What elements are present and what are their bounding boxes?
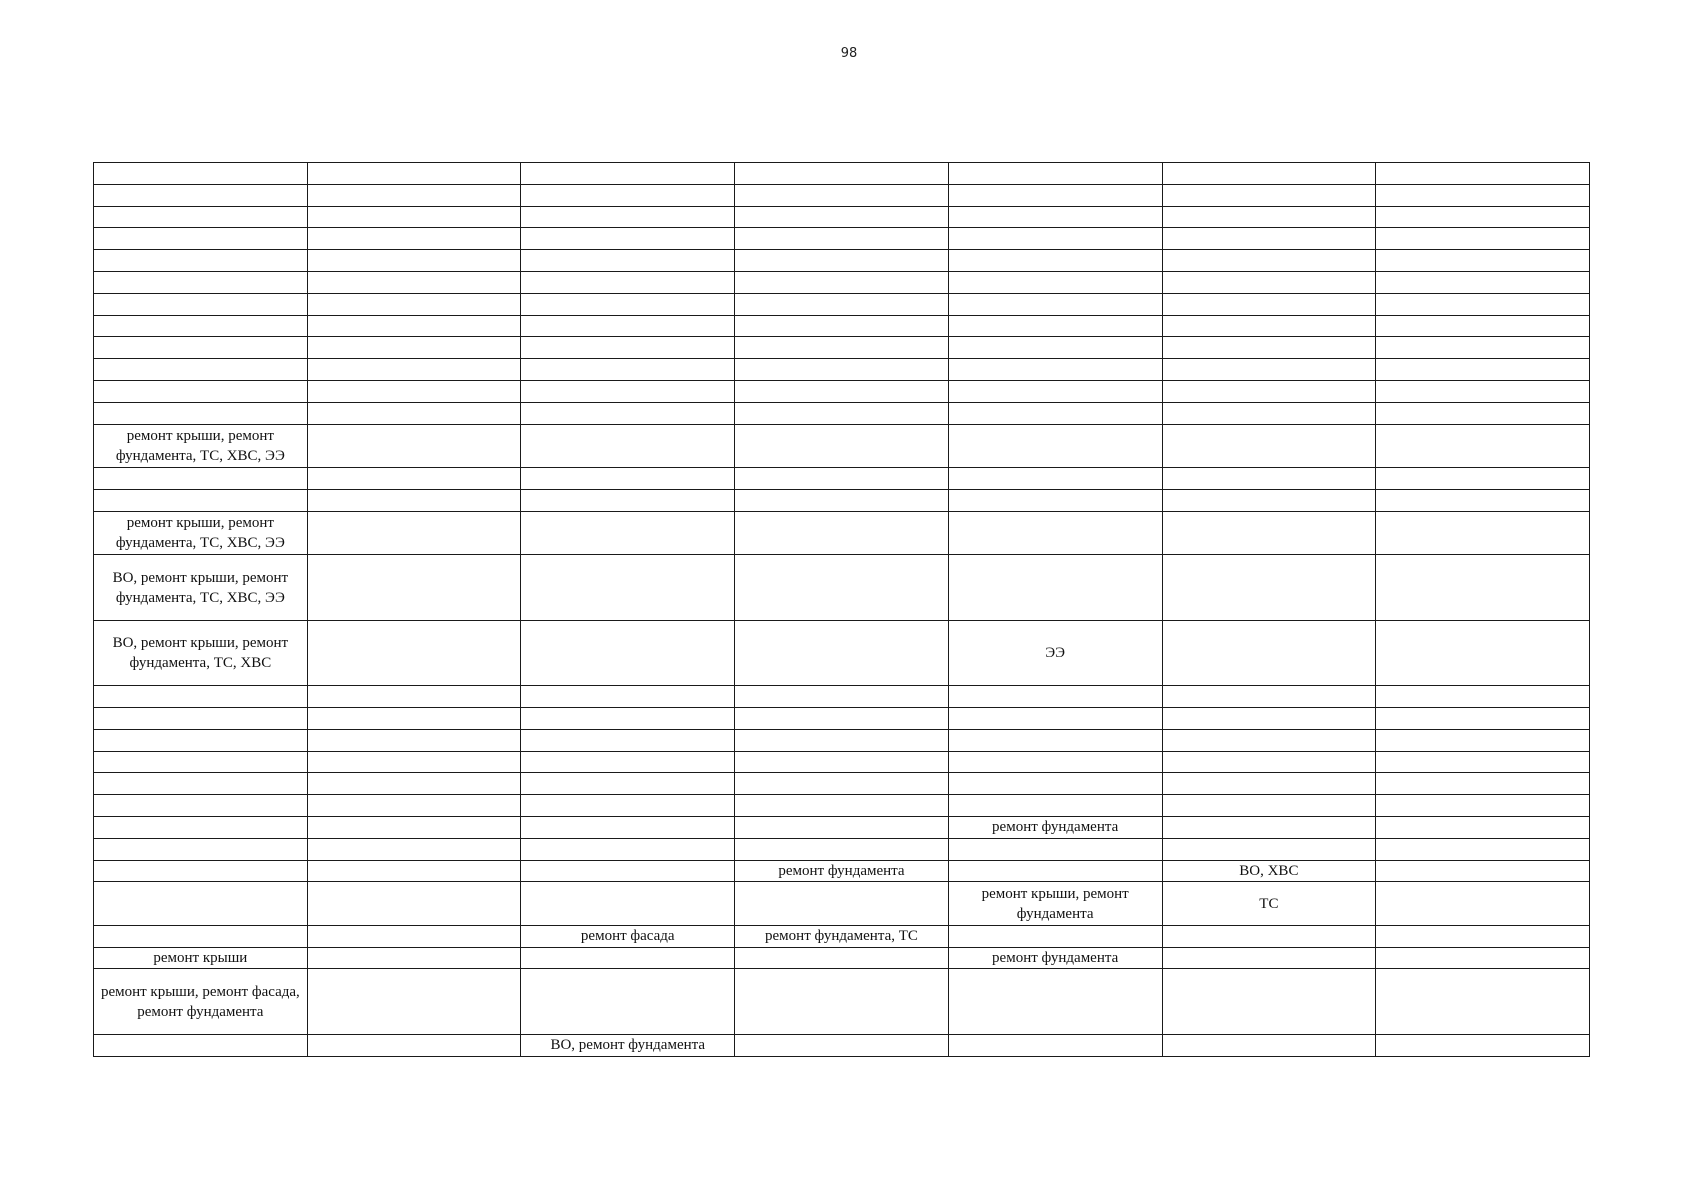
table-cell xyxy=(735,468,949,490)
table-cell: ЭЭ xyxy=(948,620,1162,685)
table-cell xyxy=(94,1034,308,1056)
table-cell xyxy=(307,620,521,685)
table-cell: ремонт крыши, ремонт фундамента xyxy=(948,882,1162,926)
table-cell xyxy=(948,795,1162,817)
table-cell xyxy=(1376,773,1590,795)
table-cell xyxy=(1162,795,1376,817)
table-cell xyxy=(521,816,735,838)
table-cell: ВО, ремонт крыши, ремонт фундамента, ТС, ХВС, ЭЭ xyxy=(94,555,308,620)
table-cell xyxy=(735,402,949,424)
table-cell xyxy=(1162,184,1376,206)
table-row xyxy=(94,882,1590,926)
table-cell xyxy=(1376,1034,1590,1056)
table-cell xyxy=(307,315,521,337)
table-cell xyxy=(1376,271,1590,293)
table-cell xyxy=(1162,969,1376,1034)
table-cell: ремонт крыши, ремонт фундамента, ТС, ХВС, ЭЭ xyxy=(94,511,308,555)
table-row xyxy=(94,773,1590,795)
table-cell xyxy=(735,271,949,293)
table-cell xyxy=(1162,751,1376,773)
table-cell xyxy=(94,860,308,882)
table-cell xyxy=(1162,163,1376,185)
table-cell xyxy=(1376,838,1590,860)
table-cell xyxy=(94,686,308,708)
table-cell xyxy=(735,620,949,685)
table-cell xyxy=(521,489,735,511)
table-row xyxy=(94,489,1590,511)
table-cell xyxy=(1376,489,1590,511)
table-cell xyxy=(1162,424,1376,468)
table-cell xyxy=(521,947,735,969)
table-cell xyxy=(521,795,735,817)
table-cell xyxy=(94,337,308,359)
table-cell xyxy=(1162,337,1376,359)
table-cell: ВО, ремонт фундамента xyxy=(521,1034,735,1056)
table-cell xyxy=(735,969,949,1034)
table-cell xyxy=(94,751,308,773)
table-cell xyxy=(948,250,1162,272)
table-cell xyxy=(735,707,949,729)
page-number: 98 xyxy=(840,46,858,61)
table-cell xyxy=(307,795,521,817)
table-cell xyxy=(1376,751,1590,773)
table-cell xyxy=(307,838,521,860)
table-cell xyxy=(1376,707,1590,729)
table-row xyxy=(94,947,1590,969)
table-cell xyxy=(94,184,308,206)
table-cell xyxy=(1162,773,1376,795)
table-cell xyxy=(521,882,735,926)
table-cell xyxy=(735,163,949,185)
table-cell xyxy=(521,402,735,424)
table-body xyxy=(94,163,1590,1057)
table-cell xyxy=(1376,620,1590,685)
table-cell xyxy=(735,424,949,468)
table-cell xyxy=(307,1034,521,1056)
table-cell xyxy=(1376,424,1590,468)
table-row xyxy=(94,555,1590,620)
table-row xyxy=(94,250,1590,272)
table-cell: ремонт крыши, ремонт фундамента, ТС, ХВС, ЭЭ xyxy=(94,424,308,468)
table-cell xyxy=(948,359,1162,381)
table-cell xyxy=(521,969,735,1034)
table-cell: ремонт крыши, ремонт фасада, ремонт фундамента xyxy=(94,969,308,1034)
table-cell xyxy=(307,925,521,947)
table-cell xyxy=(94,838,308,860)
data-table xyxy=(93,162,1590,1057)
table-cell xyxy=(735,729,949,751)
table-cell xyxy=(1162,250,1376,272)
table-cell: ВО, ремонт крыши, ремонт фундамента, ТС, ХВС xyxy=(94,620,308,685)
table-cell xyxy=(94,707,308,729)
table-row xyxy=(94,620,1590,685)
table-cell xyxy=(94,228,308,250)
table-cell: ремонт крыши xyxy=(94,947,308,969)
table-row xyxy=(94,925,1590,947)
table-row xyxy=(94,1034,1590,1056)
table-cell xyxy=(1376,250,1590,272)
table-cell xyxy=(307,359,521,381)
table-row xyxy=(94,359,1590,381)
table-cell xyxy=(948,163,1162,185)
table-cell xyxy=(94,882,308,926)
table-cell xyxy=(948,707,1162,729)
table-cell xyxy=(94,271,308,293)
table-cell xyxy=(735,293,949,315)
table-cell xyxy=(948,468,1162,490)
table-cell xyxy=(735,773,949,795)
table-cell xyxy=(307,468,521,490)
table-cell xyxy=(735,206,949,228)
table-cell xyxy=(1162,489,1376,511)
table-row xyxy=(94,163,1590,185)
table-cell xyxy=(307,969,521,1034)
table-cell xyxy=(94,925,308,947)
table-row xyxy=(94,184,1590,206)
table-cell xyxy=(1162,947,1376,969)
table-cell xyxy=(948,228,1162,250)
table-cell xyxy=(1376,795,1590,817)
table-row xyxy=(94,402,1590,424)
table-cell xyxy=(521,228,735,250)
table-cell xyxy=(1376,293,1590,315)
table-cell xyxy=(94,315,308,337)
table-row xyxy=(94,686,1590,708)
table-cell xyxy=(521,707,735,729)
table-cell xyxy=(94,468,308,490)
table-cell xyxy=(1376,555,1590,620)
table-cell xyxy=(94,380,308,402)
table-cell xyxy=(521,315,735,337)
table-cell xyxy=(1376,816,1590,838)
table-cell xyxy=(948,424,1162,468)
table-cell xyxy=(307,489,521,511)
table-row xyxy=(94,795,1590,817)
table-cell xyxy=(307,206,521,228)
table-cell xyxy=(1376,925,1590,947)
table-cell xyxy=(521,359,735,381)
table-cell xyxy=(521,206,735,228)
table-cell xyxy=(1162,380,1376,402)
table-cell xyxy=(1162,228,1376,250)
table-row xyxy=(94,271,1590,293)
table-cell xyxy=(1376,686,1590,708)
table-cell xyxy=(948,838,1162,860)
table-cell xyxy=(735,838,949,860)
table-cell xyxy=(521,163,735,185)
table-row xyxy=(94,729,1590,751)
table-cell xyxy=(1376,402,1590,424)
table-cell xyxy=(1376,969,1590,1034)
table-cell xyxy=(521,729,735,751)
table-cell xyxy=(94,359,308,381)
table-cell xyxy=(1162,511,1376,555)
table-cell xyxy=(735,947,949,969)
table-cell xyxy=(948,686,1162,708)
table-cell xyxy=(1376,947,1590,969)
table-cell xyxy=(948,860,1162,882)
table-cell xyxy=(521,620,735,685)
table-cell xyxy=(735,795,949,817)
table-cell xyxy=(948,511,1162,555)
table-cell xyxy=(1376,184,1590,206)
table-cell xyxy=(94,816,308,838)
table-cell xyxy=(307,184,521,206)
table-cell: ТС xyxy=(1162,882,1376,926)
table-cell xyxy=(307,947,521,969)
table-cell xyxy=(307,816,521,838)
table-cell xyxy=(1162,555,1376,620)
table-cell xyxy=(1376,882,1590,926)
table-row xyxy=(94,315,1590,337)
table-cell xyxy=(735,489,949,511)
table-row xyxy=(94,228,1590,250)
table-cell xyxy=(1162,402,1376,424)
table-cell xyxy=(735,816,949,838)
table-cell xyxy=(307,729,521,751)
table-cell xyxy=(307,511,521,555)
table-cell: ВО, ХВС xyxy=(1162,860,1376,882)
table-cell xyxy=(735,1034,949,1056)
table-cell xyxy=(735,359,949,381)
table-cell xyxy=(948,489,1162,511)
table-cell xyxy=(735,555,949,620)
table-cell xyxy=(948,293,1162,315)
table-cell xyxy=(1376,206,1590,228)
table-cell xyxy=(1376,729,1590,751)
table-cell xyxy=(948,315,1162,337)
table-row xyxy=(94,860,1590,882)
table-cell xyxy=(307,882,521,926)
table-cell xyxy=(307,271,521,293)
table-cell xyxy=(948,1034,1162,1056)
table-row xyxy=(94,707,1590,729)
table-cell xyxy=(521,380,735,402)
table-cell xyxy=(94,250,308,272)
table-row xyxy=(94,380,1590,402)
table-cell xyxy=(307,860,521,882)
table-row xyxy=(94,969,1590,1034)
table-cell xyxy=(735,337,949,359)
table-cell xyxy=(1376,860,1590,882)
table-cell xyxy=(948,402,1162,424)
table-cell xyxy=(521,293,735,315)
table-cell: ремонт фундамента, ТС xyxy=(735,925,949,947)
table-row xyxy=(94,337,1590,359)
table-cell xyxy=(94,489,308,511)
table-cell xyxy=(307,402,521,424)
table-cell xyxy=(521,751,735,773)
table-cell xyxy=(948,206,1162,228)
table-cell xyxy=(735,250,949,272)
table-cell: ремонт фундамента xyxy=(948,816,1162,838)
table-cell xyxy=(1376,511,1590,555)
table-cell xyxy=(521,860,735,882)
table-cell xyxy=(1162,315,1376,337)
table-cell xyxy=(948,773,1162,795)
table-cell xyxy=(521,773,735,795)
table-cell xyxy=(307,228,521,250)
table-row xyxy=(94,838,1590,860)
table-cell xyxy=(948,555,1162,620)
table-cell xyxy=(1162,707,1376,729)
table-row xyxy=(94,816,1590,838)
table-cell xyxy=(948,729,1162,751)
table-cell xyxy=(307,686,521,708)
table-cell xyxy=(1162,206,1376,228)
table-cell xyxy=(1162,729,1376,751)
table-cell xyxy=(1162,468,1376,490)
table-row xyxy=(94,468,1590,490)
table-cell xyxy=(521,337,735,359)
table-cell xyxy=(735,315,949,337)
table-cell: ремонт фундамента xyxy=(735,860,949,882)
table-cell xyxy=(1162,271,1376,293)
table-cell xyxy=(307,555,521,620)
table-cell xyxy=(1376,359,1590,381)
table-cell xyxy=(1162,925,1376,947)
table-cell xyxy=(1162,1034,1376,1056)
table-cell xyxy=(307,707,521,729)
table-cell xyxy=(948,751,1162,773)
table-cell xyxy=(1162,686,1376,708)
table-cell xyxy=(735,511,949,555)
table-cell xyxy=(94,773,308,795)
table-cell xyxy=(94,795,308,817)
table-cell xyxy=(1162,359,1376,381)
table-cell xyxy=(1376,468,1590,490)
table-cell xyxy=(1162,620,1376,685)
table-cell xyxy=(307,163,521,185)
table-cell xyxy=(1162,838,1376,860)
table-cell xyxy=(521,271,735,293)
table-cell xyxy=(94,293,308,315)
table-cell xyxy=(1376,315,1590,337)
table-cell xyxy=(307,424,521,468)
table-cell xyxy=(735,882,949,926)
table-cell xyxy=(1162,293,1376,315)
table-cell xyxy=(521,184,735,206)
table-cell: ремонт фундамента xyxy=(948,947,1162,969)
table-cell xyxy=(735,228,949,250)
table-cell xyxy=(521,250,735,272)
table-cell xyxy=(307,293,521,315)
table-cell xyxy=(948,969,1162,1034)
table-cell xyxy=(521,424,735,468)
table-cell xyxy=(1376,380,1590,402)
table-cell xyxy=(735,380,949,402)
table-cell xyxy=(948,271,1162,293)
table-cell xyxy=(307,380,521,402)
table-cell xyxy=(94,402,308,424)
table-cell: ремонт фасада xyxy=(521,925,735,947)
table-cell xyxy=(1376,228,1590,250)
table-cell xyxy=(521,686,735,708)
table-cell xyxy=(94,729,308,751)
table-cell xyxy=(521,555,735,620)
table-cell xyxy=(307,337,521,359)
table-cell xyxy=(1162,816,1376,838)
table-cell xyxy=(521,838,735,860)
table-cell xyxy=(948,184,1162,206)
table-cell xyxy=(521,468,735,490)
table-cell xyxy=(735,686,949,708)
table-cell xyxy=(1376,337,1590,359)
table-cell xyxy=(94,206,308,228)
table-cell xyxy=(1376,163,1590,185)
table-cell xyxy=(521,511,735,555)
table-row xyxy=(94,293,1590,315)
table-cell xyxy=(94,163,308,185)
table-cell xyxy=(735,751,949,773)
table-cell xyxy=(307,751,521,773)
table-cell xyxy=(948,380,1162,402)
table-row xyxy=(94,751,1590,773)
table-cell xyxy=(948,925,1162,947)
table-row xyxy=(94,206,1590,228)
table-cell xyxy=(307,250,521,272)
table-cell xyxy=(948,337,1162,359)
table-row xyxy=(94,424,1590,468)
table-row xyxy=(94,511,1590,555)
table-cell xyxy=(735,184,949,206)
table-cell xyxy=(307,773,521,795)
